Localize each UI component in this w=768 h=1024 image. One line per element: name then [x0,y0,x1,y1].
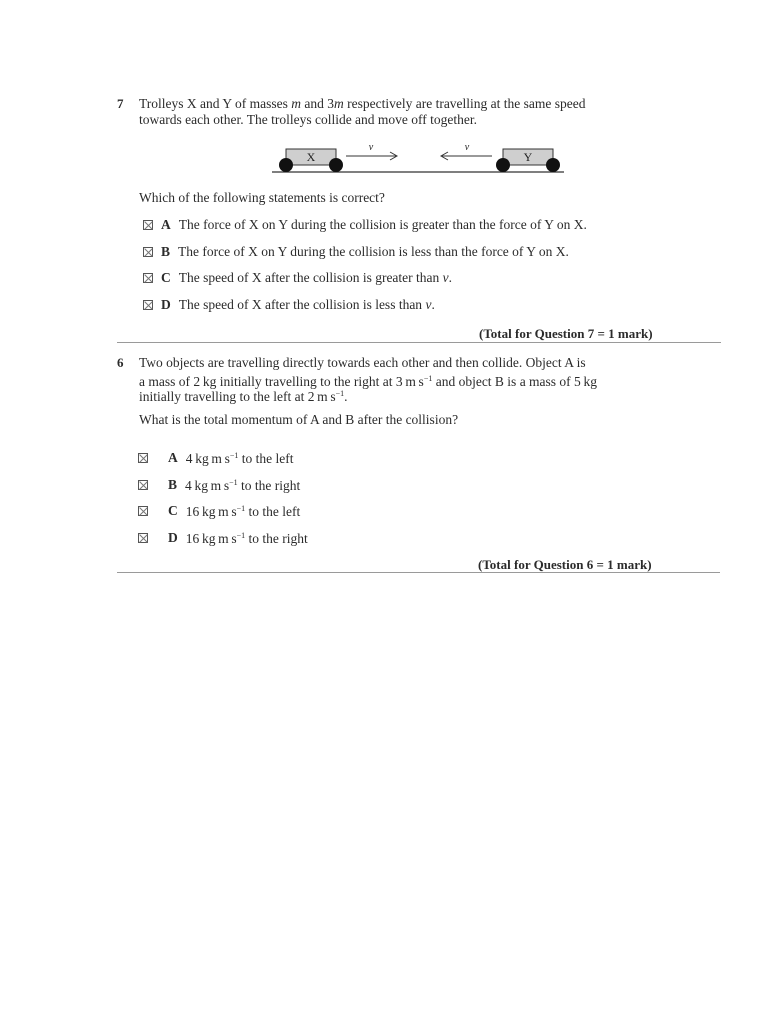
option-letter: D [168,529,178,545]
option-text-end: . [431,297,435,312]
option-text-main: The speed of X after the collision is less than [178,297,426,312]
mass-symbol: m [334,96,344,111]
option-letter: A [161,217,171,232]
unit-exponent: −1 [423,374,433,383]
velocity-symbol: v [425,297,432,312]
stem-text: and object B is a mass of 5 kg [432,374,598,389]
divider-rule [117,572,720,573]
stem-text: initially travelling to the left at 2 m s [139,389,336,404]
trolley-y-wheel-left [496,158,510,172]
checkbox-icon[interactable] [138,533,148,543]
velocity-label-left: v [368,142,374,153]
momentum-value: 16 kg m s [185,531,237,546]
option-letter: D [161,297,171,312]
trolley-x-wheel-right [329,158,343,172]
unit-exponent: −1 [236,531,246,540]
checkbox-icon[interactable] [143,273,153,283]
question-7-total: (Total for Question 7 = 1 mark) [479,326,653,341]
direction-text: to the left [245,504,301,519]
q6-option-d[interactable] [138,528,308,547]
checkbox-icon[interactable] [138,506,148,516]
option-letter: C [161,270,171,285]
option-letter: B [168,476,178,492]
option-text: The force of X on Y during the collision is greater than the force of Y on X. [178,217,587,232]
direction-text: to the left [238,451,294,466]
unit-exponent: −1 [236,504,246,513]
trolley-x-label: X [306,150,316,164]
direction-text: to the right [237,478,301,493]
momentum-value: 16 kg m s [185,504,237,519]
checkbox-icon[interactable] [143,220,153,230]
checkbox-icon[interactable] [143,300,153,310]
option-text-main: The speed of X after the collision is greater than [178,270,443,285]
option-letter: B [161,244,171,259]
option-text [186,501,301,520]
q7-option-b[interactable] [143,244,569,260]
q7-option-a[interactable] [143,217,587,233]
q6-option-a[interactable] [138,448,294,467]
unit-exponent: −1 [335,389,345,398]
unit-exponent: −1 [229,451,239,460]
trolley-collision-diagram [270,140,570,180]
question-7-stem-line-2: towards each other. The trolleys collide and move off together. [139,112,478,127]
stem-text: respectively are travelling at the same speed [343,96,586,111]
velocity-label-right: v [464,142,470,153]
checkbox-icon[interactable] [143,247,153,257]
q7-option-d[interactable] [143,297,435,313]
option-letter: C [168,502,178,518]
stem-text: and 3 [301,96,334,111]
velocity-symbol: v [442,270,449,285]
option-text [185,475,300,494]
trolley-y-label: Y [523,150,533,164]
stem-text: . [344,389,348,404]
direction-text: to the right [245,531,308,546]
checkbox-icon[interactable] [138,453,148,463]
question-7-prompt: Which of the following statements is correct? [139,190,385,205]
q6-option-c[interactable] [138,501,300,520]
option-text: The force of X on Y during the collision is less than the force of Y on X. [178,244,569,259]
momentum-value: 4 kg m s [185,451,230,466]
option-text [179,297,435,313]
question-7-stem-line-1 [139,96,586,112]
stem-text: a mass of 2 kg initially travelling to the right at 3 m s [139,374,424,389]
mass-symbol: m [291,96,301,111]
option-text [186,528,308,547]
option-text-end: . [448,270,453,285]
trolley-y-wheel-right [546,158,560,172]
question-6-stem-line-3 [139,386,348,405]
q6-option-b[interactable] [138,475,300,494]
divider-rule [117,342,721,343]
trolley-x-wheel-left [279,158,293,172]
question-6-number: 6 [117,355,124,370]
unit-exponent: −1 [229,478,238,487]
momentum-value: 4 kg m s [185,478,230,493]
question-7-number: 7 [117,96,124,111]
question-6-total: (Total for Question 6 = 1 mark) [478,557,652,572]
stem-text: Trolleys X and Y of masses [139,96,292,111]
checkbox-icon[interactable] [138,480,148,490]
q7-option-c[interactable] [143,270,452,286]
option-letter: A [168,449,178,465]
option-text [186,448,294,467]
question-6-stem-line-1: Two objects are travelling directly towards each other and then collide. Object A is [139,355,586,370]
question-6-prompt: What is the total momentum of A and B after the collision? [139,412,459,427]
option-text [179,270,452,286]
